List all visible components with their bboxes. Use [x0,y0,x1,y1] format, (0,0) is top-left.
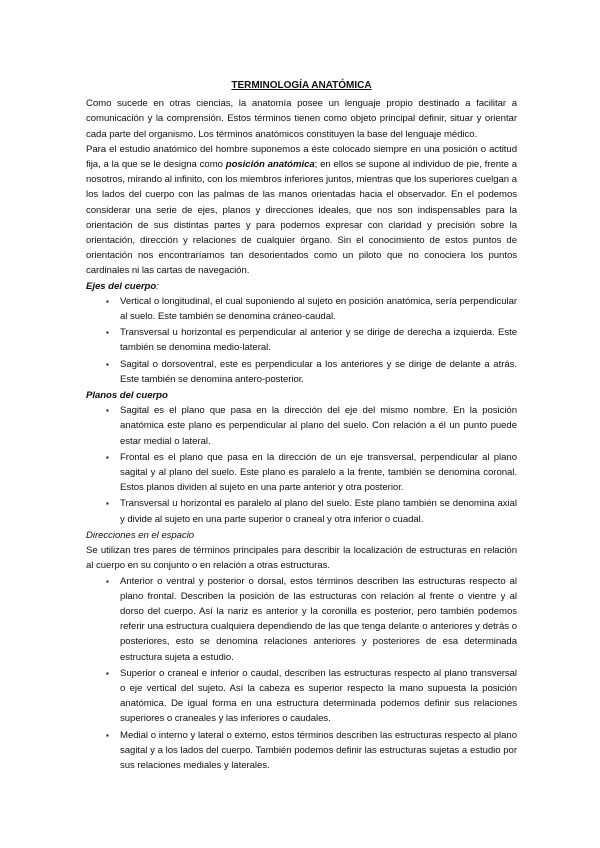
bullet-icon: ▪ [106,328,109,338]
list-item-text: Sagital es el plano que pasa en la dirección del eje del mismo nombre. En la posición anatómica este plano es perpendicular al plano del suelo. Con relación a él un punto puede estar medial o lateral. [120,405,517,447]
ejes-heading-text: Ejes del cuerpo [86,280,157,292]
list-item [86,294,517,324]
list-item-text: Vertical o longitudinal, el cual suponiendo al sujeto en posición anatómica, sería perpendicular al suelo. Este también se denomina cráneo-caudal. [120,295,517,323]
ejes-heading [86,279,517,294]
list-item [86,403,517,449]
bullet-icon: ▪ [106,730,109,740]
bullet-icon: ▪ [106,296,109,306]
list-item [86,666,517,727]
bullet-icon: ▪ [106,668,109,678]
intro-paragraph: Como sucede en otras ciencias, la anatomía posee un lenguaje propio destinado a facilitar a comunicación y la comprensión. Estos términos tienen como objeto principal definir, situar y orientar cada parte del organismo. Los términos anatómicos constituyen la base del lenguaje médico. [86,98,517,140]
planos-heading: Planos del cuerpo [86,390,168,402]
bullet-icon: ▪ [106,576,109,586]
list-item-text: Transversal u horizontal es paralelo al plano del suelo. Este plano también se denomina axial y divide al sujeto en una parte superior o craneal y otra inferior o cuadal. [120,498,517,525]
direcciones-list [86,574,517,774]
planos-list [86,403,517,527]
list-item-text: Frontal es el plano que pasa en la dirección de un eje transversal, perpendicular al plano sagital y al plano del suelo. Este plano es paralelo a la frente, también se denomina coronal. Estos planos dividen al sujeto en una parte anterior y otra posterior. [120,451,517,494]
direcciones-intro: Se utilizan tres pares de términos principales para describir la localización de estructuras en relación al cuerpo en su conjunto o en relación a otras estructuras. [86,545,517,572]
position-term: posición anatómica [225,159,315,171]
ejes-heading-suffix: : [156,280,159,292]
bullet-icon: ▪ [106,359,109,369]
list-item [86,728,517,774]
ejes-list [86,294,517,387]
bullet-icon: ▪ [106,452,109,462]
list-item-text: Superior o craneal e inferior o caudal, describen las estructuras respecto al plano transversal o eje vertical del sujeto. Así la cabeza es superior respecto la mano supuesta la posición anatómica. De igual forma en una estructura determinada podemos definir sus relaciones superiores o craneales y las inferiores o caudales. [120,667,517,725]
document-page [86,78,517,774]
list-item [86,325,517,355]
list-item [86,450,517,496]
list-item-text: Anterior o ventral y posterior o dorsal, estos términos describen las estructuras respecto al plano frontal. Describen la posición de las estructuras con relación al frente o vientre y al dorso del cuerpo. Así la nariz es anterior y la coronilla es posterior, pero también podemos referir una estructura cualquiera dependiendo de las que tenga delante o anteriores y detrás o posteriores, esto se denomina relaciones anteriores y posteriores de esa determinada estructura sujeta a estudio. [120,575,517,663]
list-item [86,496,517,526]
list-item [86,574,517,665]
list-item-text: Sagital o dorsoventral, este es perpendicular a los anteriores y se dirige de delante a atrás. Este también se denomina antero-posterior. [120,358,517,385]
direcciones-heading: Direcciones en el espacio [86,529,195,541]
bullet-icon: ▪ [106,499,109,509]
bullet-icon: ▪ [106,406,109,416]
page-title: TERMINOLOGÍA ANATÓMICA [231,80,372,91]
position-text-before: Para el estudio anatómico del hombre suponemos a éste colocado siempre en una posición o actitud fija, a la que se le designa como [86,143,517,171]
list-item-text: Transversal u horizontal es perpendicular al anterior y se dirige de derecha a izquierda. Este también se denomina medio-lateral. [120,327,517,354]
position-text-after: ; en ellos se supone al individuo de pie, frente a nosotros, mirando al infinito, con los miembros inferiores juntos, mientras que los superiores cuelgan a los lados del cuerpo con las palmas de las manos orientadas hacia el observador. En el podemos considerar una serie de ejes, planos y direcciones ideales, que nos son indispensables para la orientación de sus distintas partes y para podernos expresar con claridad y precisión sobre la orientación, dirección y relaciones de cualquier órgano. Sin el conocimiento de estos puntos de orientación nos encontraríamos tan desorientados como un piloto que no conociera los puntos cardinales ni las cartas de navegación. [86,159,517,277]
list-item [86,357,517,387]
anatomical-position-paragraph [86,142,517,279]
list-item-text: Medial o interno y lateral o externo, estos términos describen las estructuras respecto al plano sagital y a los lados del cuerpo. También podemos definir las estructuras sujetas a estudio por sus relaciones mediales y laterales. [120,729,517,771]
